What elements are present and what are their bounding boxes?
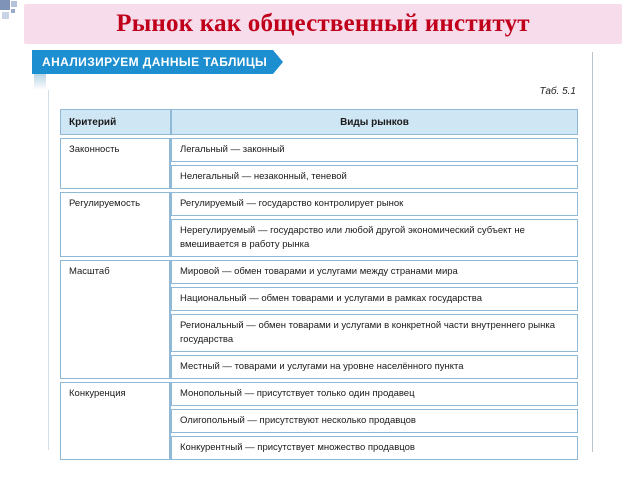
market-type-cell: Нелегальный — незаконный, теневой <box>171 165 578 189</box>
criterion-cell: Законность <box>60 138 171 189</box>
market-type-cell: Региональный — обмен товарами и услугами в конкретной части внутреннего рынка государства <box>171 314 578 352</box>
market-type-cell: Местный — товарами и услугами на уровне населённого пункта <box>171 355 578 379</box>
page-left-line <box>48 90 49 450</box>
banner-arrow-tip <box>273 50 283 74</box>
header-market-types: Виды рынков <box>171 109 578 135</box>
criterion-cell: Регулируемость <box>60 192 171 257</box>
banner-shadow <box>34 74 46 90</box>
table-row <box>60 260 578 284</box>
market-type-cell: Регулируемый — государство контролирует рынок <box>171 192 578 216</box>
market-type-cell: Конкурентный — присутствует множество продавцов <box>171 436 578 460</box>
table-row <box>60 192 578 216</box>
slide-title-text: Рынок как общественный институт <box>116 10 530 37</box>
market-type-cell: Нерегулируемый — государство или любой другой экономический субъект не вмешивается в работу рынка <box>171 219 578 257</box>
table-row <box>60 138 578 162</box>
table-body <box>60 138 578 460</box>
criterion-cell: Масштаб <box>60 260 171 379</box>
criterion-cell: Конкуренция <box>60 382 171 460</box>
market-type-cell: Олигопольный — присутствуют несколько продавцов <box>171 409 578 433</box>
market-type-cell: Легальный — законный <box>171 138 578 162</box>
section-banner-label: АНАЛИЗИРУЕМ ДАННЫЕ ТАБЛИЦЫ <box>32 50 273 74</box>
market-type-cell: Монопольный — присутствует только один продавец <box>171 382 578 406</box>
header-criterion: Критерий <box>60 109 171 135</box>
section-banner <box>32 50 283 74</box>
table-header-row <box>60 109 578 135</box>
table-row <box>60 382 578 406</box>
decorative-squares <box>0 0 26 28</box>
table-number: Таб. 5.1 <box>539 86 576 97</box>
slide-title <box>24 4 622 44</box>
market-type-cell: Мировой — обмен товарами и услугами между странами мира <box>171 260 578 284</box>
market-type-cell: Национальный — обмен товарами и услугами в рамках государства <box>171 287 578 311</box>
market-types-table <box>60 106 578 463</box>
